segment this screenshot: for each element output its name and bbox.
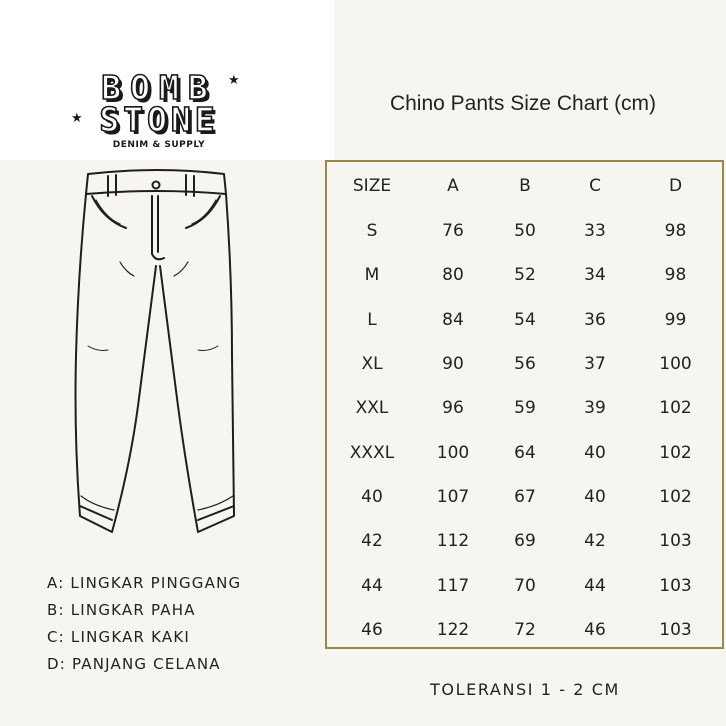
header-c: C [589,175,601,196]
star-icon: ★ [228,73,240,88]
table-row [327,430,722,474]
logo-panel [0,0,334,160]
table-row [327,475,722,519]
value-cell: 39 [584,398,606,419]
value-cell: 103 [659,531,692,552]
value-cell: 96 [442,398,464,419]
size-cell: 46 [361,619,383,640]
value-cell: 103 [659,575,692,596]
value-cell: 84 [442,309,464,330]
value-cell: 54 [514,309,536,330]
brand-name-line2: STONE [99,100,219,139]
value-cell: 70 [514,575,536,596]
value-cell: 99 [664,309,687,330]
size-cell: L [367,309,377,330]
value-cell: 103 [659,619,692,640]
value-cell: 44 [584,575,606,596]
value-cell: 34 [584,265,606,286]
value-cell: 40 [584,442,606,463]
brand-tagline: DENIM & SUPPLY [112,140,206,150]
value-cell: 40 [584,486,606,507]
value-cell: 52 [514,265,536,286]
table-row [327,209,722,253]
brand-name-line1: BOMB [101,68,217,107]
size-table [327,162,722,652]
size-cell: 44 [361,575,383,596]
value-cell: 90 [442,354,464,375]
value-cell: 37 [584,354,606,375]
legend-item-d: D: PANJANG CELANA [47,655,221,673]
value-cell: 59 [514,398,536,419]
value-cell: 98 [664,221,687,242]
star-icon: ★ [71,111,83,126]
value-cell: 56 [514,354,536,375]
header-b: B [519,175,531,196]
header-a: A [447,175,459,196]
size-cell: 40 [361,486,383,507]
value-cell: 69 [514,531,536,552]
value-cell: 100 [436,442,470,463]
value-cell: 102 [659,442,692,463]
value-cell: 76 [442,221,464,242]
header-size: SIZE [352,175,392,196]
value-cell: 46 [584,619,606,640]
value-cell: 72 [514,619,536,640]
value-cell: 102 [659,486,692,507]
page-title: Chino Pants Size Chart (cm) [389,92,657,115]
value-cell: 80 [442,265,464,286]
table-row [327,253,722,297]
value-cell: 102 [659,398,692,419]
measurement-legend [47,572,241,680]
value-cell: 50 [514,221,536,242]
legend-item-b: B: LINGKAR PAHA [47,601,196,619]
table-row [327,563,722,607]
value-cell: 117 [436,575,470,596]
header-d: D [668,175,683,196]
size-chart-box [325,160,724,649]
table-row [327,608,722,652]
size-cell: XXL [355,398,389,419]
value-cell: 98 [664,265,687,286]
brand-logo [71,68,244,152]
table-row [327,519,722,563]
size-cell: S [366,221,378,242]
table-row [327,386,722,430]
legend-item-a: A: LINGKAR PINGGANG [47,574,242,592]
value-cell: 67 [514,486,536,507]
size-cell: XXXL [349,442,395,463]
pants-illustration [68,166,268,546]
legend-item-c: C: LINGKAR KAKI [47,628,191,646]
table-header-row [327,162,722,209]
size-cell: XL [361,354,383,375]
table-row [327,298,722,342]
value-cell: 122 [436,619,470,640]
value-cell: 112 [436,531,470,552]
value-cell: 100 [659,354,692,375]
value-cell: 64 [514,442,536,463]
tolerance-note: TOLERANSI 1 - 2 CM [430,680,620,699]
size-cell: 42 [361,531,383,552]
value-cell: 36 [584,309,606,330]
table-row [327,342,722,386]
value-cell: 42 [584,531,606,552]
size-cell: M [364,265,380,286]
value-cell: 107 [436,486,470,507]
value-cell: 33 [584,221,606,242]
